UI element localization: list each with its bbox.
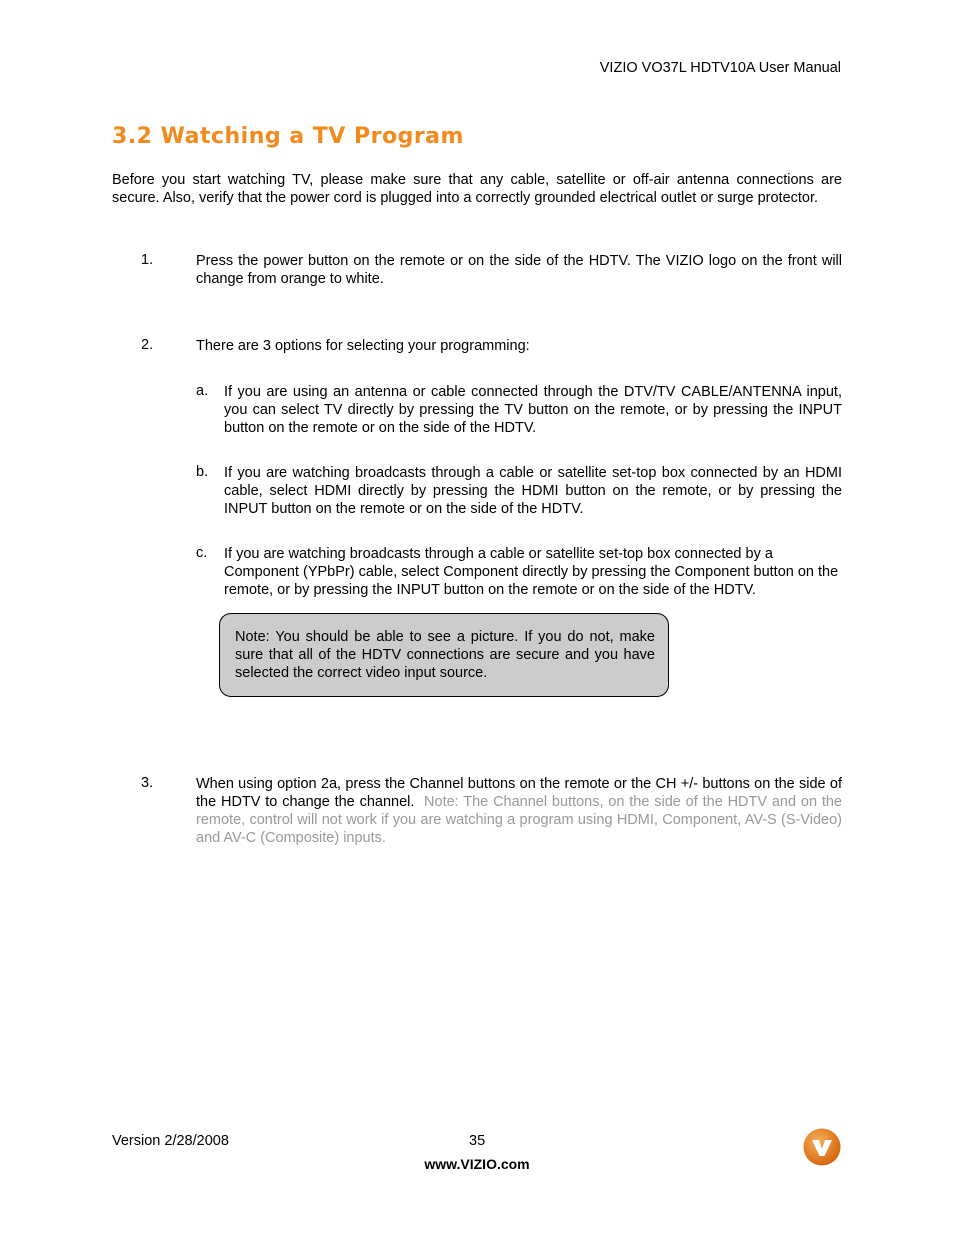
option-c-label: c.	[196, 545, 208, 561]
step-3-instruction: When using option 2a, press the Channel buttons on the remote or the CH +/- buttons on the side of the HDTV to change the channel.	[196, 776, 842, 810]
option-a-label: a.	[196, 383, 209, 399]
step-2-text: There are 3 options for selecting your programming:	[196, 338, 530, 354]
step-3-number: 3.	[141, 775, 154, 791]
page-number: 35	[469, 1133, 486, 1149]
intro-paragraph: Before you start watching TV, please make sure that any cable, satellite or off-air antenna connections are secure. Also, verify that the power cord is plugged into a correctly grounded electrical outlet or surge protector.	[112, 172, 842, 206]
website-link[interactable]: www.VIZIO.com	[424, 1156, 530, 1172]
vizio-v-logo-icon	[803, 1128, 841, 1166]
step-1-text: Press the power button on the remote or on the side of the HDTV. The VIZIO logo on the front will change from orange to white.	[196, 253, 842, 287]
step-1-number: 1.	[141, 252, 154, 268]
option-a-text: If you are using an antenna or cable connected through the DTV/TV CABLE/ANTENNA input, you can select TV directly by pressing the TV button on the remote, or by pressing the INPUT button on the remote or on the side of the HDTV.	[224, 384, 842, 436]
note-box-text: Note: You should be able to see a picture. If you do not, make sure that all of the HDTV connections are secure and you have selected the correct video input source.	[235, 629, 655, 681]
section-title: 3.2 Watching a TV Program	[112, 124, 464, 149]
option-b-label: b.	[196, 464, 209, 480]
step-3-text	[196, 775, 842, 847]
option-c-text: If you are watching broadcasts through a cable or satellite set-top box connected by a Component (YPbPr) cable, select Component directly by pressing the Component button on the remote, or by pressing the INPUT button on the remote or on the side of the HDTV.	[224, 546, 839, 598]
manual-title: VIZIO VO37L HDTV10A User Manual	[599, 60, 841, 76]
option-b-text: If you are watching broadcasts through a cable or satellite set-top box connected by an HDMI cable, select HDMI directly by pressing the HDMI button on the remote, or by pressing the INPUT button on the remote or on the side of the HDTV.	[224, 465, 842, 517]
version-label: Version 2/28/2008	[112, 1133, 229, 1149]
step-2-number: 2.	[141, 337, 154, 353]
step-3-note: Note: The Channel buttons, on the side of the HDTV and on the remote, control will not work if you are watching a program using HDMI, Component, AV-S (S-Video) and AV-C (Composite) inputs.	[196, 794, 842, 846]
